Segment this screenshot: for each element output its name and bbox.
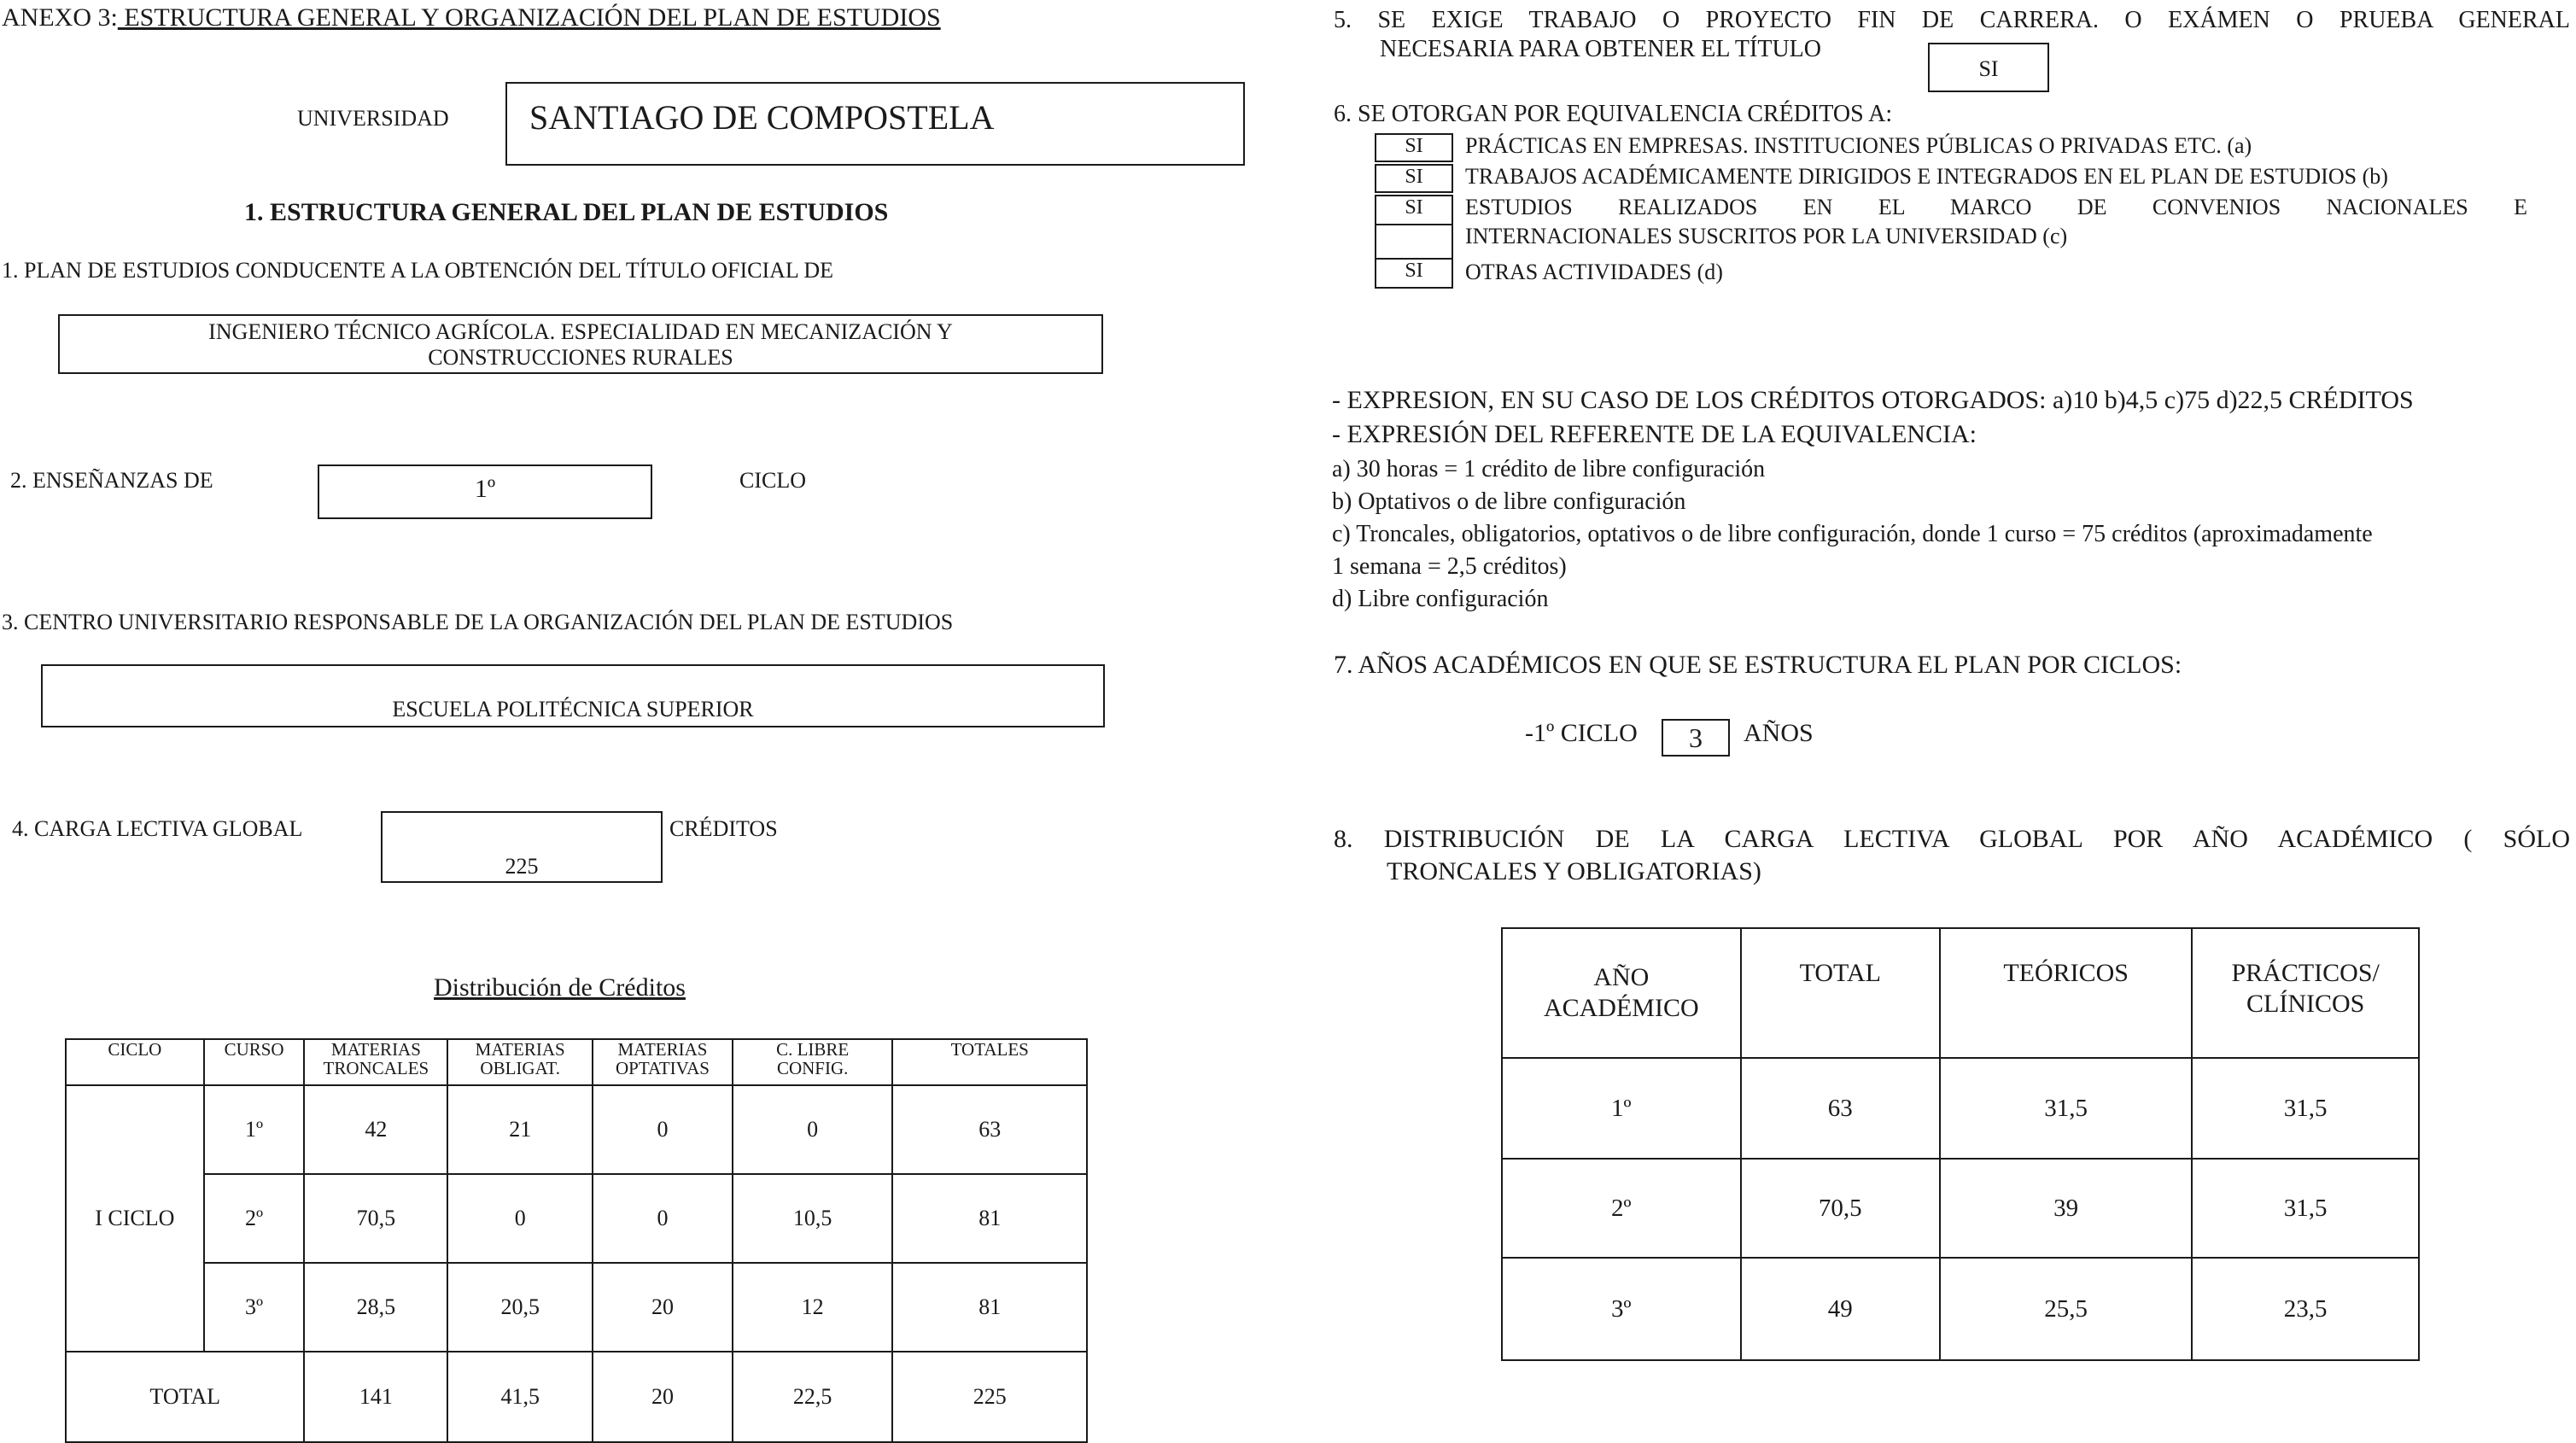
- table-cell: 225: [892, 1352, 1087, 1442]
- option-a-value: SI: [1375, 133, 1453, 162]
- option-b-text: TRABAJOS ACADÉMICAMENTE DIRIGIDOS E INTEGRADOS EN EL PLAN DE ESTUDIOS (b): [1465, 164, 2388, 189]
- carga-box: [381, 811, 663, 883]
- universidad-box: [505, 82, 1245, 166]
- option-c-divider-right: [1452, 224, 1453, 258]
- table-cell: 25,5: [1940, 1258, 2192, 1360]
- item-4-suffix: CRÉDITOS: [669, 816, 778, 841]
- section-1-title: 1. ESTRUCTURA GENERAL DEL PLAN DE ESTUDIOS: [244, 198, 889, 226]
- option-c-text-2: INTERNACIONALES SUSCRITOS POR LA UNIVERSIDAD (c): [1465, 224, 2068, 248]
- col-totales-label: TOTALES: [950, 1039, 1029, 1060]
- item-8-line-1: 8. DISTRIBUCIÓN DE LA CARGA LECTIVA GLOBAL POR AÑO ACADÉMICO ( SÓLO: [1334, 825, 2570, 853]
- table-cell: 41,5: [447, 1352, 593, 1442]
- col-optativas: [593, 1039, 733, 1085]
- item-7-suffix: AÑOS: [1744, 719, 1814, 747]
- col-troncales-label-1: MATERIAS: [330, 1039, 421, 1060]
- centro-box: [41, 664, 1105, 727]
- item-5-line-2: NECESARIA PARA OBTENER EL TÍTULO: [1380, 36, 1821, 62]
- col-totales: [892, 1039, 1087, 1085]
- expresion-line-2: - EXPRESIÓN DEL REFERENTE DE LA EQUIVALENCIA:: [1332, 420, 1977, 448]
- col-ciclo-label: CICLO: [108, 1039, 162, 1060]
- equivalencia-c-1: c) Troncales, obligatorios, optativos o de libre configuración, donde 1 curso = 75 créditos (aproximadamente: [1332, 521, 2373, 547]
- table-cell: 1º: [1502, 1058, 1741, 1159]
- total-label: TOTAL: [66, 1352, 304, 1442]
- total-row: [66, 1352, 1087, 1442]
- item-1-label: 1. PLAN DE ESTUDIOS CONDUCENTE A LA OBTENCIÓN DEL TÍTULO OFICIAL DE: [2, 258, 833, 283]
- table-cell: 20,5: [447, 1263, 593, 1352]
- item-3-label: 3. CENTRO UNIVERSITARIO RESPONSABLE DE LA ORGANIZACIÓN DEL PLAN DE ESTUDIOS: [2, 610, 954, 634]
- table-cell: 31,5: [1940, 1058, 2192, 1159]
- annex-title: [2, 3, 941, 32]
- table-cell: 31,5: [2192, 1159, 2419, 1258]
- proyecto-box: SI: [1928, 43, 2049, 92]
- titulo-box: [58, 314, 1103, 374]
- distribution-header-row: [66, 1039, 1087, 1085]
- ciclo-value: 1º: [474, 475, 496, 503]
- table-cell: 2º: [1502, 1159, 1741, 1258]
- col-obligat-label-1: MATERIAS: [475, 1039, 565, 1060]
- table-cell: 31,5: [2192, 1058, 2419, 1159]
- table-row: [66, 1263, 1087, 1352]
- option-d-text: OTRAS ACTIVIDADES (d): [1465, 260, 1723, 284]
- item-7-label: 7. AÑOS ACADÉMICOS EN QUE SE ESTRUCTURA EL PLAN POR CICLOS:: [1334, 651, 2182, 679]
- option-c-text: ESTUDIOS REALIZADOS EN EL MARCO DE CONVENIOS NACIONALES E: [1465, 195, 2527, 219]
- table-cell: 0: [733, 1085, 893, 1174]
- col-ano: [1502, 928, 1741, 1058]
- ciclo-cell: I CICLO: [66, 1085, 204, 1352]
- table-row: [66, 1174, 1087, 1263]
- col-troncales-label-2: TRONCALES: [323, 1058, 429, 1078]
- table-cell: 10,5: [733, 1174, 893, 1263]
- option-a-text: PRÁCTICAS EN EMPRESAS. INSTITUCIONES PÚBLICAS O PRIVADAS ETC. (a): [1465, 133, 2252, 158]
- table-cell: 20: [593, 1352, 733, 1442]
- expresion-line-1: - EXPRESION, EN SU CASO DE LOS CRÉDITOS OTORGADOS: a)10 b)4,5 c)75 d)22,5 CRÉDITOS: [1332, 386, 2414, 414]
- table-cell: 63: [892, 1085, 1087, 1174]
- table-cell: 2º: [204, 1174, 305, 1263]
- table-cell: 0: [447, 1174, 593, 1263]
- table-cell: 81: [892, 1263, 1087, 1352]
- table-cell: 39: [1940, 1159, 2192, 1258]
- item-7-prefix: -1º CICLO: [1525, 719, 1638, 747]
- equivalencia-d: d) Libre configuración: [1332, 586, 1549, 612]
- distribution-table: [65, 1038, 1088, 1443]
- table-cell: 28,5: [304, 1263, 447, 1352]
- col-troncales: [304, 1039, 447, 1085]
- table-cell: 49: [1741, 1258, 1940, 1360]
- col-obligat: [447, 1039, 593, 1085]
- col-obligat-label-2: OBLIGAT.: [480, 1058, 560, 1078]
- col-teoricos: [1940, 928, 2192, 1058]
- table-cell: 21: [447, 1085, 593, 1174]
- item-2-label: 2. ENSEÑANZAS DE: [10, 468, 213, 493]
- col-optativas-label-1: MATERIAS: [617, 1039, 708, 1060]
- centro-value: ESCUELA POLITÉCNICA SUPERIOR: [392, 697, 754, 722]
- col-practicos-label-1: PRÁCTICOS/: [2231, 959, 2380, 987]
- annex-heading: ESTRUCTURA GENERAL Y ORGANIZACIÓN DEL PLAN DE ESTUDIOS: [117, 3, 941, 32]
- item-8-line-2: TRONCALES Y OBLIGATORIAS): [1387, 857, 1761, 885]
- col-libre: [733, 1039, 893, 1085]
- table-cell: 141: [304, 1352, 447, 1442]
- table-cell: 22,5: [733, 1352, 893, 1442]
- equivalencia-a: a) 30 horas = 1 crédito de libre configuración: [1332, 456, 1766, 482]
- distribution-title: Distribución de Créditos: [434, 973, 686, 1002]
- item-2-suffix: CICLO: [739, 468, 806, 493]
- option-d-value: SI: [1375, 258, 1453, 289]
- col-curso-label: CURSO: [224, 1039, 284, 1060]
- col-practicos: [2192, 928, 2419, 1058]
- item-5-line-1: 5. SE EXIGE TRABAJO O PROYECTO FIN DE CARRERA. O EXÁMEN O PRUEBA GENERAL: [1334, 7, 2570, 33]
- item-6-label: 6. SE OTORGAN POR EQUIVALENCIA CRÉDITOS A:: [1334, 101, 1893, 127]
- table-row: [1502, 1058, 2419, 1159]
- table-cell: 81: [892, 1174, 1087, 1263]
- table-cell: 23,5: [2192, 1258, 2419, 1360]
- table-cell: 70,5: [304, 1174, 447, 1263]
- item-4-label: 4. CARGA LECTIVA GLOBAL: [12, 816, 303, 841]
- table-cell: 42: [304, 1085, 447, 1174]
- titulo-line-1: INGENIERO TÉCNICO AGRÍCOLA. ESPECIALIDAD EN MECANIZACIÓN Y: [208, 319, 953, 344]
- col-total-label: TOTAL: [1799, 959, 1881, 987]
- table-cell: 3º: [1502, 1258, 1741, 1360]
- col-total: [1741, 928, 1940, 1058]
- col-ano-label-2: ACADÉMICO: [1543, 994, 1699, 1022]
- titulo-line-2: CONSTRUCCIONES RURALES: [428, 345, 733, 370]
- table-cell: 63: [1741, 1058, 1940, 1159]
- table-cell: 0: [593, 1085, 733, 1174]
- col-libre-label-1: C. LIBRE: [776, 1039, 850, 1060]
- table-row: [1502, 1258, 2419, 1360]
- option-b-value: SI: [1375, 164, 1453, 193]
- table-cell: 70,5: [1741, 1159, 1940, 1258]
- table-cell: 20: [593, 1263, 733, 1352]
- table-cell: 3º: [204, 1263, 305, 1352]
- table-row: [66, 1085, 1087, 1174]
- option-c-divider: [1375, 224, 1376, 258]
- option-c-value: SI: [1375, 195, 1453, 225]
- annual-table: [1501, 927, 2420, 1361]
- col-libre-label-2: CONFIG.: [776, 1058, 849, 1078]
- table-cell: 1º: [204, 1085, 305, 1174]
- col-teoricos-label: TEÓRICOS: [2003, 959, 2129, 987]
- col-ano-label-1: AÑO: [1593, 963, 1650, 991]
- ciclo-box: [318, 464, 652, 519]
- annual-header-row: [1502, 928, 2419, 1058]
- annex-prefix: ANEXO 3:: [2, 3, 118, 32]
- table-row: [1502, 1159, 2419, 1258]
- col-optativas-label-2: OPTATIVAS: [615, 1058, 710, 1078]
- col-ciclo: [66, 1039, 204, 1085]
- universidad-label: UNIVERSIDAD: [297, 106, 449, 131]
- equivalencia-c-2: 1 semana = 2,5 créditos): [1332, 553, 1567, 580]
- equivalencia-b: b) Optativos o de libre configuración: [1332, 488, 1686, 515]
- carga-value: 225: [505, 854, 539, 879]
- table-cell: 12: [733, 1263, 893, 1352]
- col-practicos-label-2: CLÍNICOS: [2246, 990, 2365, 1018]
- anos-box: 3: [1662, 719, 1730, 757]
- col-curso: [204, 1039, 305, 1085]
- universidad-value: SANTIAGO DE COMPOSTELA: [529, 98, 995, 137]
- table-cell: 0: [593, 1174, 733, 1263]
